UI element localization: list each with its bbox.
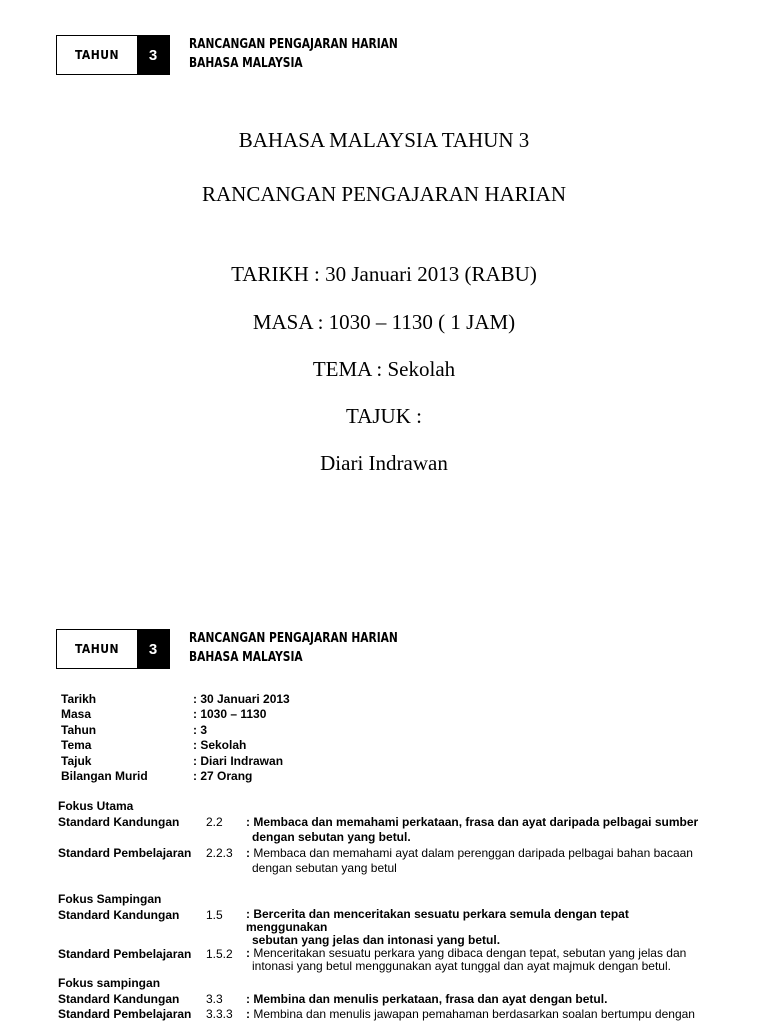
- info-key: Tajuk: [61, 753, 92, 768]
- info-row: [61, 754, 290, 769]
- tahun-number: 3: [137, 36, 169, 74]
- cover-title-1: BAHASA MALAYSIA TAHUN 3: [238, 128, 530, 152]
- section-heading: Fokus sampingan: [58, 976, 161, 990]
- sp-text-line1: Membaca dan memahami ayat dalam perenggan daripada pelbagai bahan bacaan: [253, 846, 693, 860]
- sk-row: [58, 908, 706, 947]
- page-header-1: [56, 35, 576, 77]
- sp-row: [58, 947, 706, 973]
- sp-code: 2.2.3: [206, 846, 233, 860]
- sk-text: [246, 908, 706, 947]
- sk-code: 3.3: [206, 992, 223, 1006]
- sp-text: : Membina dan menulis jawapan pemahaman berdasarkan soalan bertumpu dengan: [246, 1007, 695, 1021]
- sp-text-line2: dengan sebutan yang betul: [252, 861, 397, 875]
- header-subtitle: BAHASA MALAYSIA: [189, 650, 303, 665]
- sk-text: [246, 815, 706, 845]
- sp-code: 1.5.2: [206, 947, 233, 961]
- sp-code: 3.3.3: [206, 1007, 233, 1021]
- section-heading: Fokus Sampingan: [58, 892, 162, 906]
- sp-label: Standard Pembelajaran: [58, 1007, 192, 1021]
- sp-text-line1: Menceritakan sesuatu perkara yang dibaca dengan tepat, sebutan yang jelas dan: [253, 946, 687, 960]
- cover-tajuk-value: Diari Indrawan: [320, 451, 448, 475]
- sk-row: [58, 815, 706, 845]
- cover-masa: MASA : 1030 – 1130 ( 1 JAM): [252, 310, 516, 334]
- page-header-2: [56, 629, 576, 671]
- sp-text: : Membaca dan memahami ayat dalam perenggan daripada pelbagai bahan bacaan dengan sebutan yang betul: [246, 846, 706, 876]
- info-value: : 1030 – 1130: [193, 707, 267, 722]
- tahun-box: [56, 35, 170, 75]
- sk-label: Standard Kandungan: [58, 908, 180, 922]
- sk-text-line2: dengan sebutan yang betul.: [252, 830, 411, 844]
- section-heading: Fokus Utama: [58, 799, 134, 813]
- info-value: : Diari Indrawan: [193, 753, 284, 768]
- info-value: : Sekolah: [193, 738, 247, 753]
- sk-text: : Membina dan menulis perkataan, frasa dan ayat dengan betul.: [246, 992, 608, 1006]
- sk-label: Standard Kandungan: [58, 992, 180, 1006]
- info-row: [61, 692, 290, 707]
- header-title: RANCANGAN PENGAJARAN HARIAN: [189, 631, 398, 646]
- sk-code: 1.5: [206, 908, 223, 922]
- cover-tarikh: TARIKH : 30 Januari 2013 (RABU): [231, 262, 537, 286]
- sp-label: Standard Pembelajaran: [58, 947, 192, 961]
- fokus-utama-section: [58, 799, 706, 876]
- sp-text: : Menceritakan sesuatu perkara yang dibaca dengan tepat, sebutan yang jelas dan intonasi yang betul menggunakan ayat tunggal dan ayat majmuk dengan betul.: [246, 947, 706, 973]
- tahun-label: TAHUN: [74, 48, 120, 62]
- info-key: Tema: [61, 738, 92, 753]
- info-key: Bilangan Murid: [61, 768, 148, 783]
- sk-row: [58, 992, 706, 1007]
- info-row: [61, 769, 290, 784]
- sp-text-line1: Membina dan menulis jawapan pemahaman berdasarkan soalan bertumpu dengan: [253, 1007, 695, 1021]
- sk-text-line1: : Membaca dan memahami perkataan, frasa dan ayat daripada pelbagai sumber: [246, 815, 699, 829]
- sp-row: [58, 1007, 706, 1022]
- info-value: : 30 Januari 2013: [193, 692, 290, 706]
- cover-tema: TEMA : Sekolah: [312, 357, 456, 381]
- info-row: [61, 723, 290, 738]
- cover-title-2: RANCANGAN PENGAJARAN HARIAN: [201, 182, 566, 206]
- sk-text-line2: sebutan yang jelas dan intonasi yang betul.: [252, 933, 501, 947]
- header-subtitle: BAHASA MALAYSIA: [189, 56, 303, 71]
- fokus-sampingan-section: [58, 892, 706, 973]
- info-key: Tarikh: [61, 692, 97, 706]
- lesson-info: [61, 692, 290, 784]
- tahun-number: 3: [137, 630, 169, 668]
- info-row: [61, 738, 290, 753]
- fokus-sampingan-2-section: [58, 976, 706, 1022]
- info-key: Masa: [61, 707, 92, 722]
- info-row: [61, 707, 290, 722]
- info-value: : 27 Orang: [193, 768, 253, 783]
- header-titles: [189, 629, 398, 667]
- sp-text-line2: intonasi yang betul menggunakan ayat tunggal dan ayat majmuk dengan betul.: [252, 959, 671, 973]
- sk-label: Standard Kandungan: [58, 815, 180, 829]
- sk-text-line1: : Bercerita dan menceritakan sesuatu perkara semula dengan tepat menggunakan: [246, 907, 629, 934]
- header-titles: [189, 35, 398, 73]
- header-title: RANCANGAN PENGAJARAN HARIAN: [189, 37, 398, 52]
- tahun-box: [56, 629, 170, 669]
- tahun-label: TAHUN: [74, 642, 120, 656]
- info-value: : 3: [193, 722, 208, 737]
- info-key: Tahun: [61, 722, 97, 737]
- sk-code: 2.2: [206, 815, 223, 829]
- sp-label: Standard Pembelajaran: [58, 846, 192, 860]
- sp-row: [58, 846, 706, 876]
- cover-tajuk: TAJUK :: [346, 404, 422, 428]
